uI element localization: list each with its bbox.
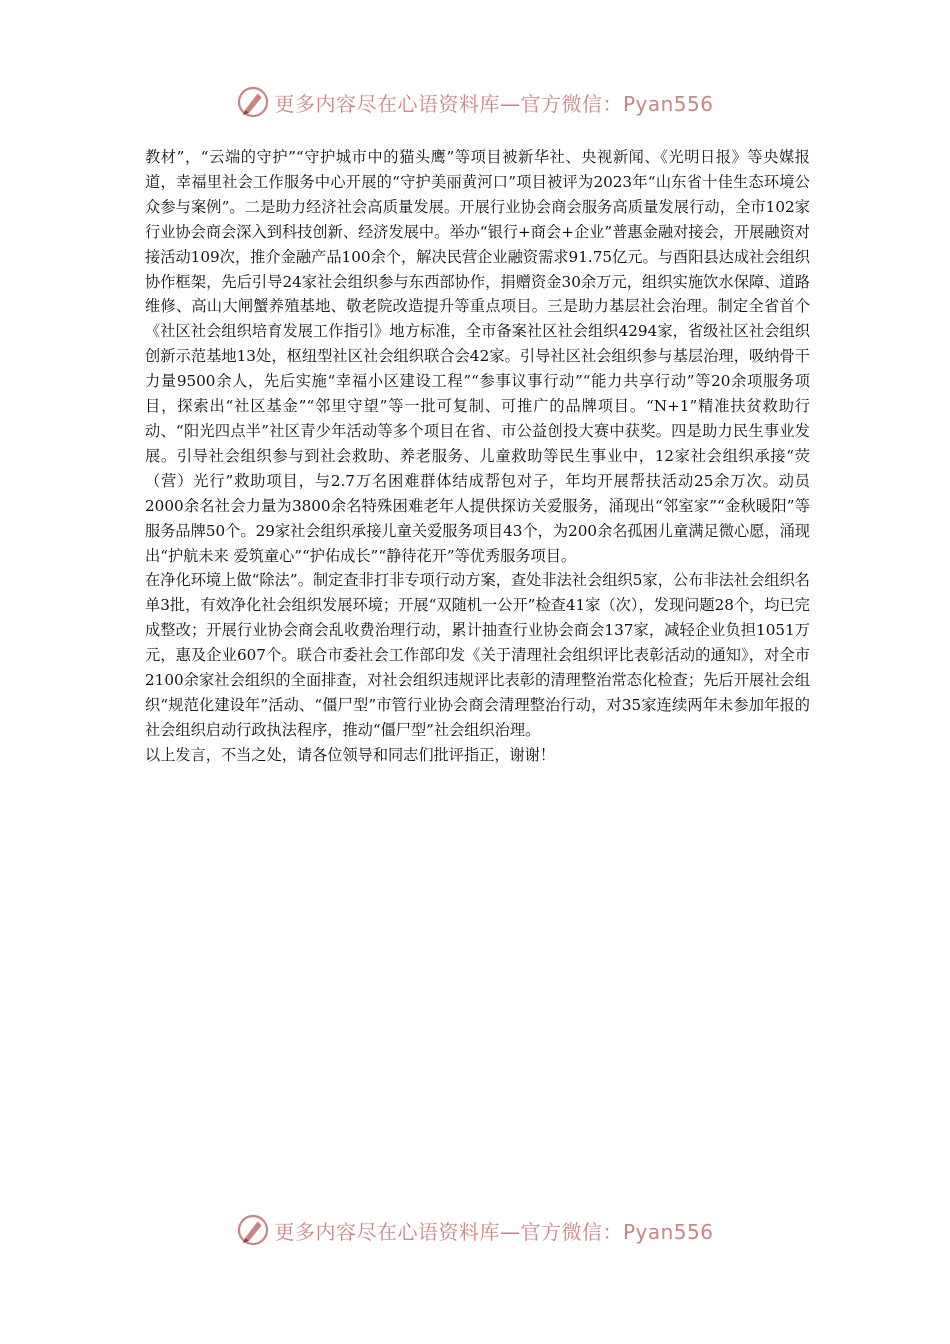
header-banner-text: 更多内容尽在心语资料库—官方微信：Pyan556 (274, 91, 714, 116)
header-banner (0, 82, 950, 122)
document-body (145, 145, 810, 768)
paragraph-1: 教材”，“云端的守护”“守护城市中的猫头鹰”等项目被新华社、央视新闻、《光明日报》等央媒报道，幸福里社会工作服务中心开展的“守护美丽黄河口”项目被评为2023年“山东省十佳生态环境公众参与案例”。二是助力经济社会高质量发展。开展行业协会商会服务高质量发展行动，全市102家行业协会商会深入到科技创新、经济发展中。举办“银行+商会+企业”普惠金融对接会，开展融资对接活动109次，推介金融产品100余个，解决民营企业融资需求91.75亿元。与酉阳县达成社会组织协作框架，先后引导24家社会组织参与东西部协作，捐赠资金30余万元，组织实施饮水保障、道路维修、高山大闸蟹养殖基地、敬老院改造提升等重点项目。三是助力基层社会治理。制定全省首个《社区社会组织培育发展工作指引》地方标准，全市备案社区社会组织4294家，省级社区社会组织创新示范基地13处，枢纽型社区社会组织联合会42家。引导社区社会组织参与基层治理，吸纳骨干力量9500余人，先后实施“幸福小区建设工程”“参事议事行动”“能力共享行动”等20余项服务项目，探索出“社区基金”“邻里守望”等一批可复制、可推广的品牌项目。“N+1”精准扶贫救助行动、“阳光四点半”社区青少年活动等多个项目在省、市公益创投大赛中获奖。四是助力民生事业发展。引导社会组织参与到社会救助、养老服务、儿童救助等民生事业中，12家社会组织承接“荧（营）光行”救助项目，与2.7万名困难群体结成帮包对子，年均开展帮扶活动25余万次。动员2000余名社会力量为3800余名特殊困难老年人提供探访关爱服务，涌现出“邻室家”“金秋暖阳”等服务品牌50个。29家社会组织承接儿童关爱服务项目43个，为200余名孤困儿童满足微心愿，涌现出“护航未来 爱筑童心”“护佑成长”“静待花开”等优秀服务项目。 (145, 148, 810, 565)
pen-nib-logo-icon (236, 1213, 270, 1247)
footer-banner-text: 更多内容尽在心语资料库—官方微信：Pyan556 (274, 1219, 714, 1244)
footer-banner (0, 1210, 950, 1250)
paragraph-2: 在净化环境上做“除法”。制定查非打非专项行动方案，查处非法社会组织5家，公布非法社会组织名单3批，有效净化社会组织发展环境；开展“双随机一公开”检查41家（次），发现问题28个，均已完成整改；开展行业协会商会乱收费治理行动，累计抽查行业协会商会137家，减轻企业负担1051万元，惠及企业607个。联合市委社会工作部印发《关于清理社会组织评比表彰活动的通知》，对全市2100余家社会组织的全面排查，对社会组织违规评比表彰的清理整治常态化检查；先后开展社会组织“规范化建设年”活动、“僵尸型”市管行业协会商会清理整治行动，对35家连续两年未参加年报的社会组织启动行政执法程序，推动“僵尸型”社会组织治理。 (145, 571, 810, 739)
pen-nib-logo-icon (236, 85, 270, 119)
paragraph-3: 以上发言，不当之处，请各位领导和同志们批评指正，谢谢！ (145, 745, 556, 764)
